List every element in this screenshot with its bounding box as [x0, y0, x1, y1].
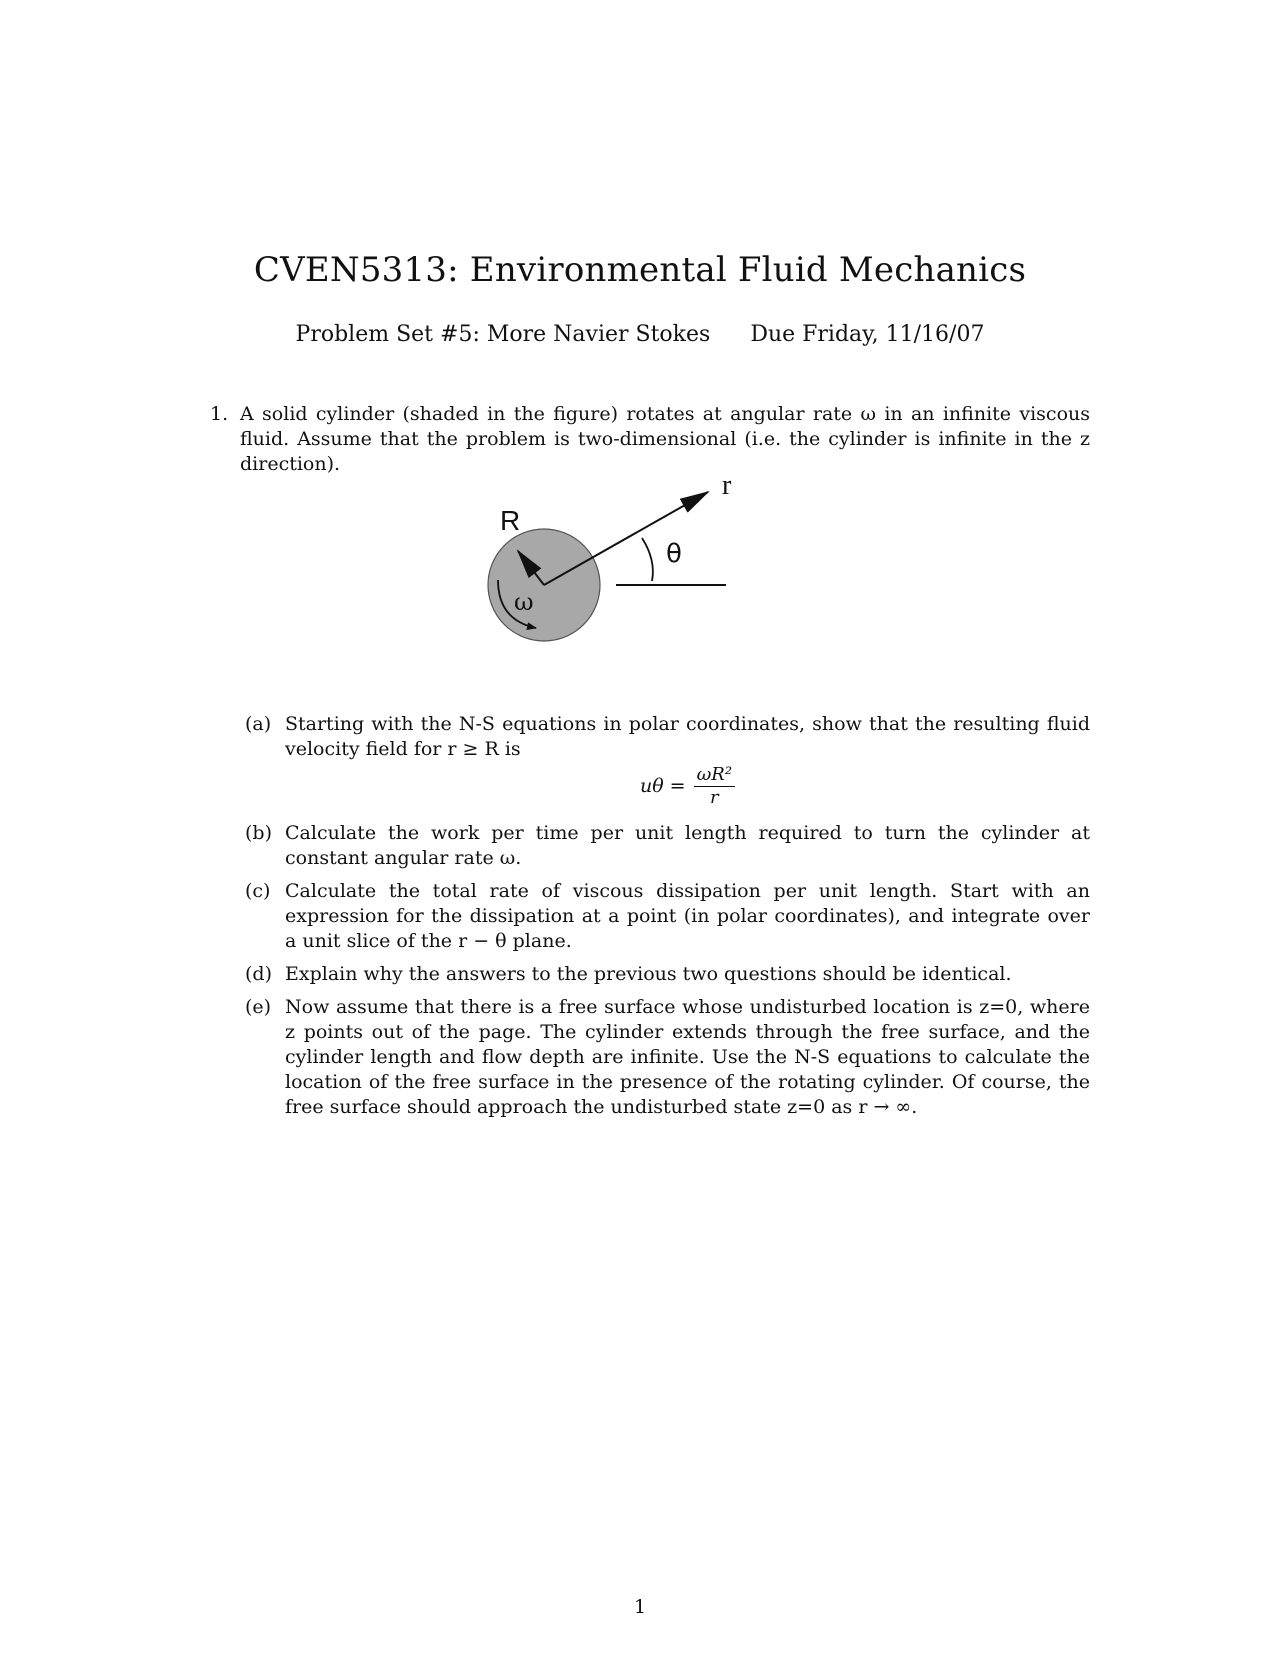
part-text: Explain why the answers to the previous two questions should be identical. [285, 963, 1012, 985]
equation-lhs: uθ = [639, 775, 686, 797]
equation-fraction [694, 764, 735, 809]
sub-questions [245, 712, 1090, 1128]
part-label: (d) [245, 963, 272, 985]
equation-denominator: r [710, 787, 719, 808]
problem-set-label: Problem Set #5: More Navier Stokes [295, 322, 711, 347]
problem-text: A solid cylinder (shaded in the figure) rotates at angular rate ω in an infinite viscous fluid. Assume that the problem is two-dimensional (i.e. the cylinder is infinite in the z direction). [240, 403, 1090, 475]
problem-1 [210, 402, 1090, 477]
due-date: Due Friday, 11/16/07 [750, 322, 985, 347]
document-subtitle [0, 322, 1280, 347]
cylinder-diagram [470, 480, 770, 680]
label-r: r [722, 480, 732, 501]
part-text: Starting with the N-S equations in polar coordinates, show that the resulting fluid velocity field for r ≥ R is [285, 713, 1090, 760]
part-label: (e) [245, 996, 272, 1018]
part-text: Calculate the work per time per unit length required to turn the cylinder at constant angular rate ω. [285, 822, 1090, 869]
part-label: (a) [245, 713, 272, 735]
part-d [245, 962, 1090, 987]
part-label: (c) [245, 880, 271, 902]
label-omega: ω [514, 588, 534, 616]
document-title: CVEN5313: Environmental Fluid Mechanics [253, 250, 1027, 290]
equation-numerator: ωR² [694, 764, 735, 787]
problem-number: 1. [210, 403, 229, 425]
label-theta: θ [666, 539, 682, 569]
part-b [245, 821, 1090, 871]
part-a [245, 712, 1090, 809]
part-e [245, 995, 1090, 1120]
page-number: 1 [633, 1596, 647, 1618]
part-text: Now assume that there is a free surface whose undisturbed location is z=0, where z points out of the page. The cylinder extends through the free surface, and the cylinder length and flow depth are infinite. Use the N-S equations to calculate the location of the free surface in the presence of the rotating cylinder. Of course, the free surface should approach the undisturbed state z=0 as r → ∞. [285, 996, 1090, 1118]
theta-arc [642, 538, 653, 581]
part-label: (b) [245, 822, 272, 844]
part-text: Calculate the total rate of viscous dissipation per unit length. Start with an expression for the dissipation at a point (in polar coordinates), and integrate over a unit slice of the r − θ plane. [285, 880, 1090, 952]
part-c [245, 879, 1090, 954]
label-R: R [500, 505, 521, 536]
velocity-equation [285, 764, 1090, 809]
cylinder-figure [470, 480, 770, 680]
